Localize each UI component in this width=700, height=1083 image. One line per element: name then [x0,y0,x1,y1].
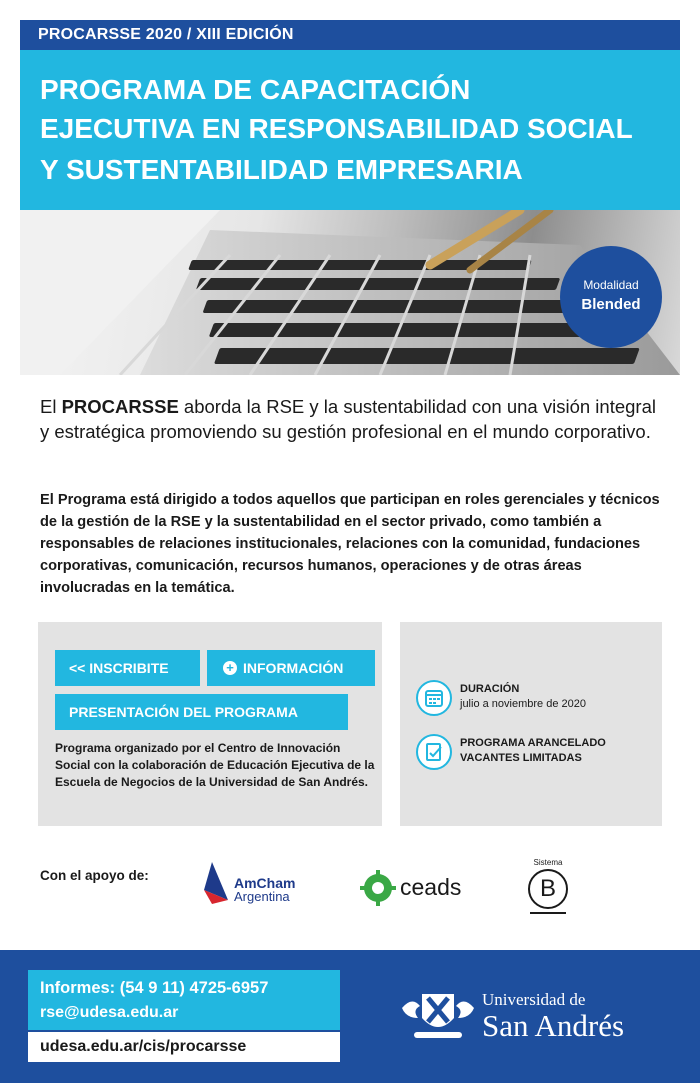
bcorp-logo [520,858,576,918]
amcham-logo [198,860,308,906]
plus-circle-icon: + [223,661,237,675]
amcham-sail-icon [198,860,232,906]
url-box [28,1032,340,1062]
duration-value: julio a noviembre de 2020 [460,698,586,710]
phone-text: Informes: (54 9 11) 4725-6957 [40,979,269,997]
title-banner [20,50,680,210]
intro-paragraph [40,394,670,444]
university-logo [398,988,668,1048]
fee-line-1: PROGRAMA ARANCELADO [460,737,606,749]
ceads-text: ceads [400,874,462,900]
bcorp-letter: B [528,869,568,909]
title-line-2: EJECUTIVA EN RESPONSABILIDAD SOCIAL [40,113,633,144]
intro-text: aborda la RSE y la sustentabilidad con una visión integral y estratégica promoviendo su gestión profesional en el mundo corporativo. [40,396,656,442]
details-panel [400,622,662,826]
email-box [28,1000,340,1030]
informacion-label: INFORMACIÓN [243,660,344,676]
email-link[interactable]: rse@udesa.edu.ar [40,1004,179,1021]
ceads-logo [360,870,470,910]
presentacion-button[interactable]: PRESENTACIÓN DEL PROGRAMA [55,694,348,730]
edition-bar [20,20,680,50]
intro-strong: PROCARSSE [61,396,179,417]
calendar-icon [416,680,452,716]
fee-info [460,736,606,766]
informacion-button[interactable] [207,650,375,686]
ceads-gear-icon [360,870,396,906]
inscribite-button[interactable]: << INSCRIBITE [55,650,200,686]
bcorp-label: Sistema [533,858,563,867]
modality-badge [560,246,662,348]
university-name-small: Universidad de [482,990,586,1009]
url-link[interactable]: udesa.edu.ar/cis/procarsse [40,1038,247,1055]
amcham-country: Argentina [234,889,290,904]
intro-prefix: El [40,396,62,417]
checklist-icon [416,734,452,770]
edition-label: PROCARSSE 2020 / XIII EDICIÓN [38,26,294,43]
organizer-text: Programa organizado por el Centro de Innovación Social con la colaboración de Educación Ejecutiva de la Escuela de Negocios de la Universidad de San Andrés. [55,741,375,789]
bcorp-underline [530,912,566,914]
university-crest-icon [398,988,478,1044]
duration-label: DURACIÓN [460,683,520,695]
support-label: Con el apoyo de: [40,868,149,883]
modality-label: Modalidad [583,278,639,292]
modality-value: Blended [581,296,641,313]
description-paragraph: El Programa está dirigido a todos aquellos que participan en roles gerenciales y técnicos de la gestión de la RSE y la sustentabilidad en el sector privado, como también a responsables de relaciones institucionales, relaciones con la comunidad, fundaciones corporativas, comunicación, recursos humanos, operaciones y de otras áreas involucradas en la temática. [40,492,660,596]
amcham-text: AmCham [234,875,296,891]
duration-info [460,682,586,712]
fee-line-2: VACANTES LIMITADAS [460,752,582,764]
title-line-1: PROGRAMA DE CAPACITACIÓN [40,74,471,105]
actions-panel [38,622,382,826]
title-line-3: Y SUSTENTABILIDAD EMPRESARIA [40,154,523,185]
university-name-big: San Andrés [482,1008,625,1043]
